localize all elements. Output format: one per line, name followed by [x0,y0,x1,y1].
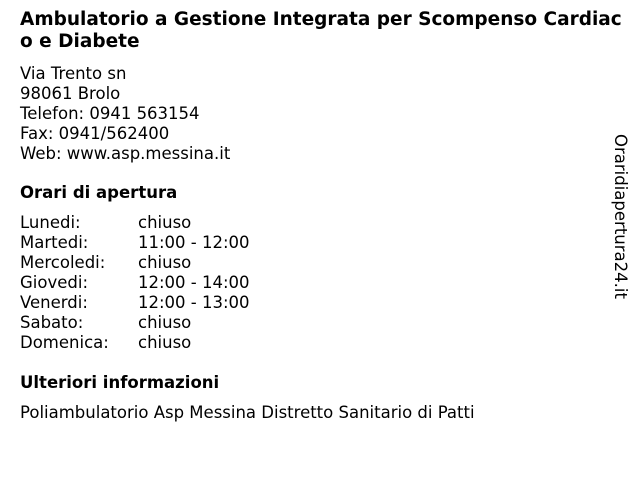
day-label: Martedi: [20,233,89,252]
day-label: Giovedi: [20,273,88,292]
hours-value: 11:00 - 12:00 [138,233,250,252]
hours-row [20,253,250,273]
city: 98061 Brolo [20,84,121,103]
further-info-text: Poliambulatorio Asp Messina Distretto Sanitario di Patti [20,403,475,422]
opening-hours-heading: Orari di apertura [20,183,178,202]
phone-number: Telefon: 0941 563154 [20,104,200,123]
street-address: Via Trento sn [20,64,127,83]
hours-row [20,293,250,313]
page-title: Ambulatorio a Gestione Integrata per Scompenso Cardiaco e Diabete [20,9,622,52]
website: Web: www.asp.messina.it [20,144,231,163]
hours-value: chiuso [138,333,192,352]
day-label: Sabato: [20,313,84,332]
hours-row [20,213,250,233]
further-info-heading: Ulteriori informazioni [20,373,220,392]
site-watermark: Oraridiapertura24.it [611,134,630,299]
hours-row [20,273,250,293]
hours-value: 12:00 - 13:00 [138,293,250,312]
hours-row [20,333,250,353]
address-block [20,64,230,164]
hours-value: chiuso [138,213,192,232]
hours-value: chiuso [138,253,192,272]
day-label: Lunedi: [20,213,81,232]
day-label: Mercoledi: [20,253,106,272]
hours-row [20,313,250,333]
fax-number: Fax: 0941/562400 [20,124,170,143]
opening-hours-table [20,213,250,353]
hours-value: chiuso [138,313,192,332]
day-label: Venerdi: [20,293,88,312]
hours-value: 12:00 - 14:00 [138,273,250,292]
hours-row [20,233,250,253]
day-label: Domenica: [20,333,109,352]
